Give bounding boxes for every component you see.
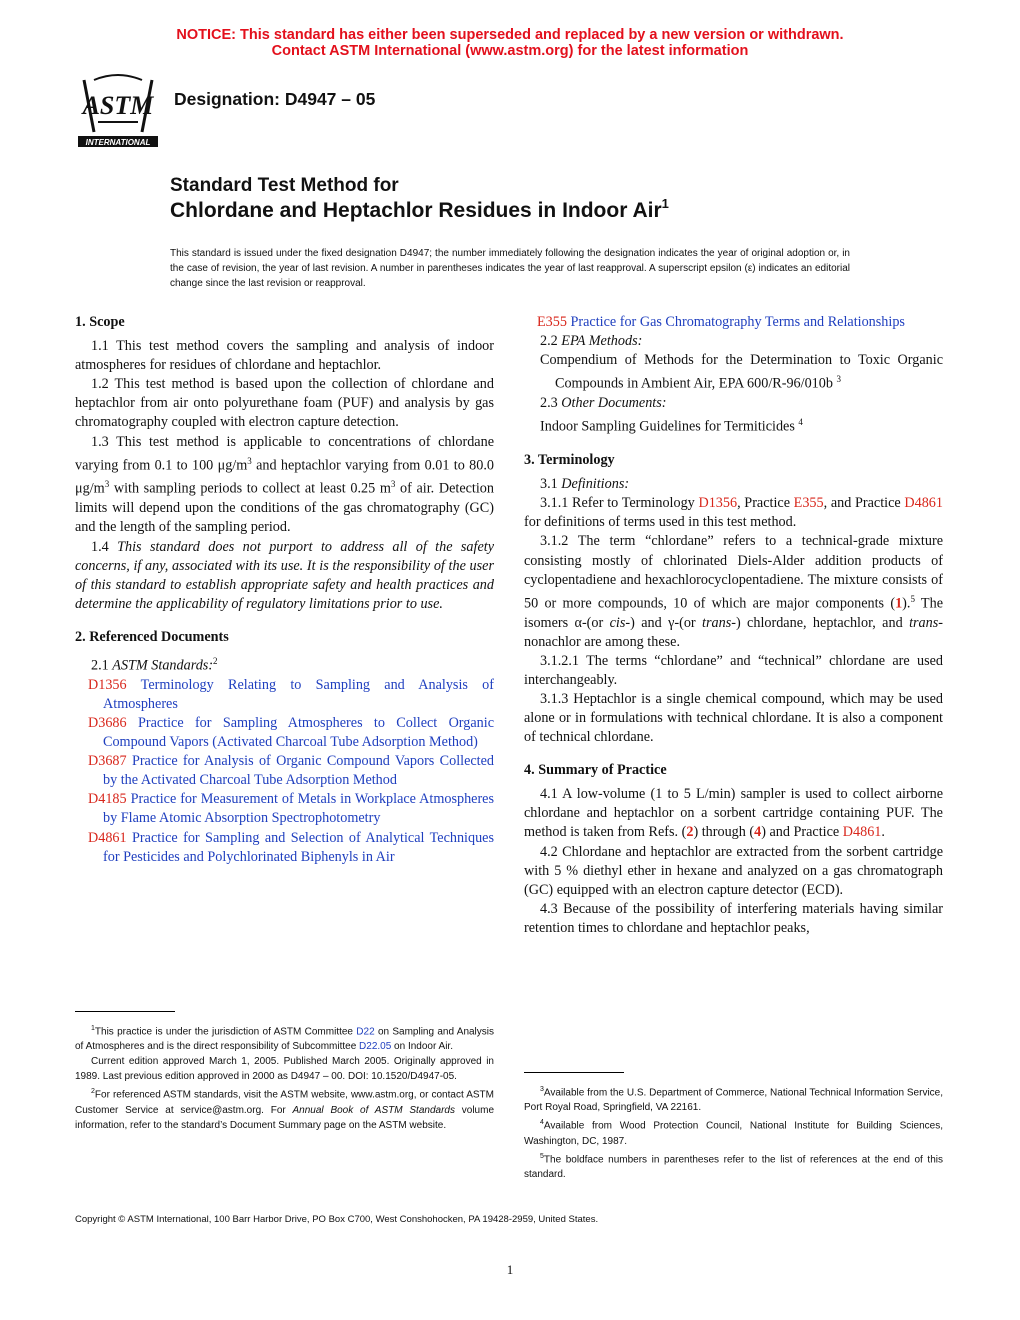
scope-heading: 1. Scope	[75, 314, 125, 330]
footnote-rule-left	[75, 1011, 175, 1012]
footnote-1-edition: Current edition approved March 1, 2005. Published March 2005. Originally approved in 1989. Last previous edition approved in 2000 as D4947 – 00. DOI: 10.1520/D4947-05.	[75, 1056, 494, 1083]
footnote-3: $^3$Available from the U.S. Department of Commerce, National Technical Information Service, Port Royal Road, Springfield, VA 22161.	[524, 1086, 943, 1114]
footnotes-left	[75, 1021, 494, 1133]
notice-line-1: NOTICE: This standard has either been superseded and replaced by a new version or withdrawn.	[176, 27, 844, 43]
term-3-1-2: 3.1.2 The term “chlordane” refers to a technical-grade mixture consisting mostly of chlorinated Diels-Alder addition products of cyclopentadiene and hexachlorocyclopentadiene. The mixture consists of 50 or more compounds, 10 of which are major components (1).$^5$ The isomers α-(or cis-) and γ-(or trans-) chlordane, heptachlor, and trans-nonachlor are among these.	[524, 533, 943, 650]
footnote-1: $^1$This practice is under the jurisdiction of ASTM Committee D22 on Sampling and Analysis of Atmospheres and is the direct responsibility of Subcommittee D22.05 on Indoor Air.	[75, 1025, 495, 1053]
summary-4-3: 4.3 Because of the possibility of interfering materials having similar retention times to chlordane and heptachlor peaks,	[524, 900, 943, 936]
footnote-rule-right	[524, 1072, 624, 1073]
other-docs-label: 2.3 Other Documents:	[540, 395, 667, 412]
terminology-heading: 3. Terminology	[524, 452, 615, 469]
term-3-1-2-1: 3.1.2.1 The terms “chlordane” and “technical” chlordane are used interchangeably.	[524, 652, 943, 688]
summary-4-1: 4.1 A low-volume (1 to 5 L/min) sampler is used to collect airborne chlordane and heptachlor on a sorbent cartridge containing PUF. The method is taken from Refs. (2) through (4) and Practice D4861.	[524, 786, 943, 841]
scope-1-2: 1.2 This test method is based upon the collection of chlordane and heptachlor from air onto polyurethane foam (PUF) and analysis by gas chromatography coupled with electron capture detection.	[75, 376, 494, 431]
ref-d3686[interactable]: D3686 Practice for Sampling Atmospheres to Collect Organic Compound Vapors (Activated Charcoal Tube Adsorption Method)	[88, 714, 495, 751]
summary-4-2: 4.2 Chlordane and heptachlor are extracted from the sorbent cartridge with 5 % diethyl ether in hexane and analyzed on a gas chromatograph (GC) equipped with an electron capture detector (ECD).	[524, 843, 943, 898]
refdocs-heading: 2. Referenced Documents	[75, 628, 229, 645]
title-line-1: Standard Test Method for	[170, 175, 399, 196]
other-doc-item: Indoor Sampling Guidelines for Termiticides $^4$	[540, 417, 803, 435]
title-footnote-ref[interactable]: 1	[661, 196, 669, 211]
epa-compendium: Compendium of Methods for the Determination to Toxic Organic Compounds in Ambient Air, EPA 600/R-96/010b $^3$	[540, 352, 943, 393]
scope-1-1: 1.1 This test method covers the sampling and analysis of indoor atmospheres for residues of chlordane and heptachlor.	[75, 338, 494, 374]
ref-d4861[interactable]: D4861 Practice for Sampling and Selection of Analytical Techniques for Pesticides and Polychlorinated Biphenyls in Air	[88, 829, 495, 865]
page-number: 1	[506, 1262, 514, 1277]
designation: Designation: D4947 – 05	[174, 89, 376, 109]
astm-logo	[74, 72, 162, 154]
title-text: Chlordane and Heptachlor Residues in Indoor Air	[170, 199, 662, 222]
footnotes-right	[524, 1082, 943, 1182]
astm-standards-label: 2.1 ASTM Standards:$^2$	[91, 655, 218, 674]
copyright: Copyright © ASTM International, 100 Barr Harbor Drive, PO Box C700, West Conshohocken, PA 19428-2959, United States.	[75, 1214, 599, 1225]
footnote-2: $^2$For referenced ASTM standards, visit the ASTM website, www.astm.org, or contact ASTM Customer Service at service@astm.org. For Annual Book of ASTM Standards volume information, refer to the standard’s Document Summary page on the ASTM website.	[75, 1088, 494, 1131]
ref-e355[interactable]: E355 Practice for Gas Chromatography Terms and Relationships	[537, 314, 905, 330]
withdrawn-notice	[0, 27, 1020, 59]
scope-1-4: 1.4 This standard does not purport to address all of the safety concerns, if any, associated with its use. It is the responsibility of the user of this standard to establish appropriate safety and health practices and determine the applicability of regulatory limitations prior to use.	[75, 538, 494, 612]
footnote-5: $^5$The boldface numbers in parentheses refer to the list of references at the end of this standard.	[524, 1152, 943, 1180]
summary-heading: 4. Summary of Practice	[524, 762, 667, 779]
ref-d1356[interactable]: D1356 Terminology Relating to Sampling and Analysis of Atmospheres	[88, 676, 494, 712]
term-3-1-1: 3.1.1 Refer to Terminology D1356, Practice E355, and Practice D4861 for definitions of terms used in this test method.	[524, 495, 943, 531]
left-column	[75, 313, 494, 867]
issued-note: This standard is issued under the fixed designation D4947; the number immediately following the designation indicates the year of original adoption or, in the case of revision, the year of last revision. A number in parentheses indicates the year of last reapproval. A superscript epsilon (ε) indicates an editorial change since the last revision or reapproval.	[170, 248, 850, 289]
notice-line-2: Contact ASTM International (www.astm.org) for the latest information	[271, 43, 749, 59]
logo-subtext: INTERNATIONAL	[85, 138, 151, 147]
epa-methods-label: 2.2 EPA Methods:	[540, 333, 643, 350]
footnote-4: $^4$Available from Wood Protection Council, National Institute for Building Sciences, Washington, DC, 1987.	[524, 1119, 943, 1147]
ref-d3687[interactable]: D3687 Practice for Analysis of Organic Compound Vapors Collected by the Activated Charcoal Tube Adsorption Method	[88, 753, 495, 789]
logo-text: ASTM	[82, 91, 154, 120]
right-column	[524, 313, 943, 938]
term-3-1-3: 3.1.3 Heptachlor is a single chemical compound, which may be used alone or in formulations with technical chlordane. It is also a component of technical chlordane.	[524, 690, 943, 746]
definitions-label: 3.1 Definitions:	[540, 476, 630, 493]
title-line-2	[170, 196, 669, 223]
ref-d4185[interactable]: D4185 Practice for Measurement of Metals in Workplace Atmospheres by Flame Atomic Absorption Spectrophotometry	[88, 791, 494, 827]
scope-1-3: 1.3 This test method is applicable to concentrations of chlordane varying from 0.1 to 100 $\mu g/m^3$ and heptachlor varying from 0.01 to 80.0 $\mu g/m^3$ with sampling periods to collect at least 0.25 $m^3$ of air. Detection limits will depend upon the conditions of the gas chromatography (GC) and the length of the sampling period.	[75, 433, 494, 536]
